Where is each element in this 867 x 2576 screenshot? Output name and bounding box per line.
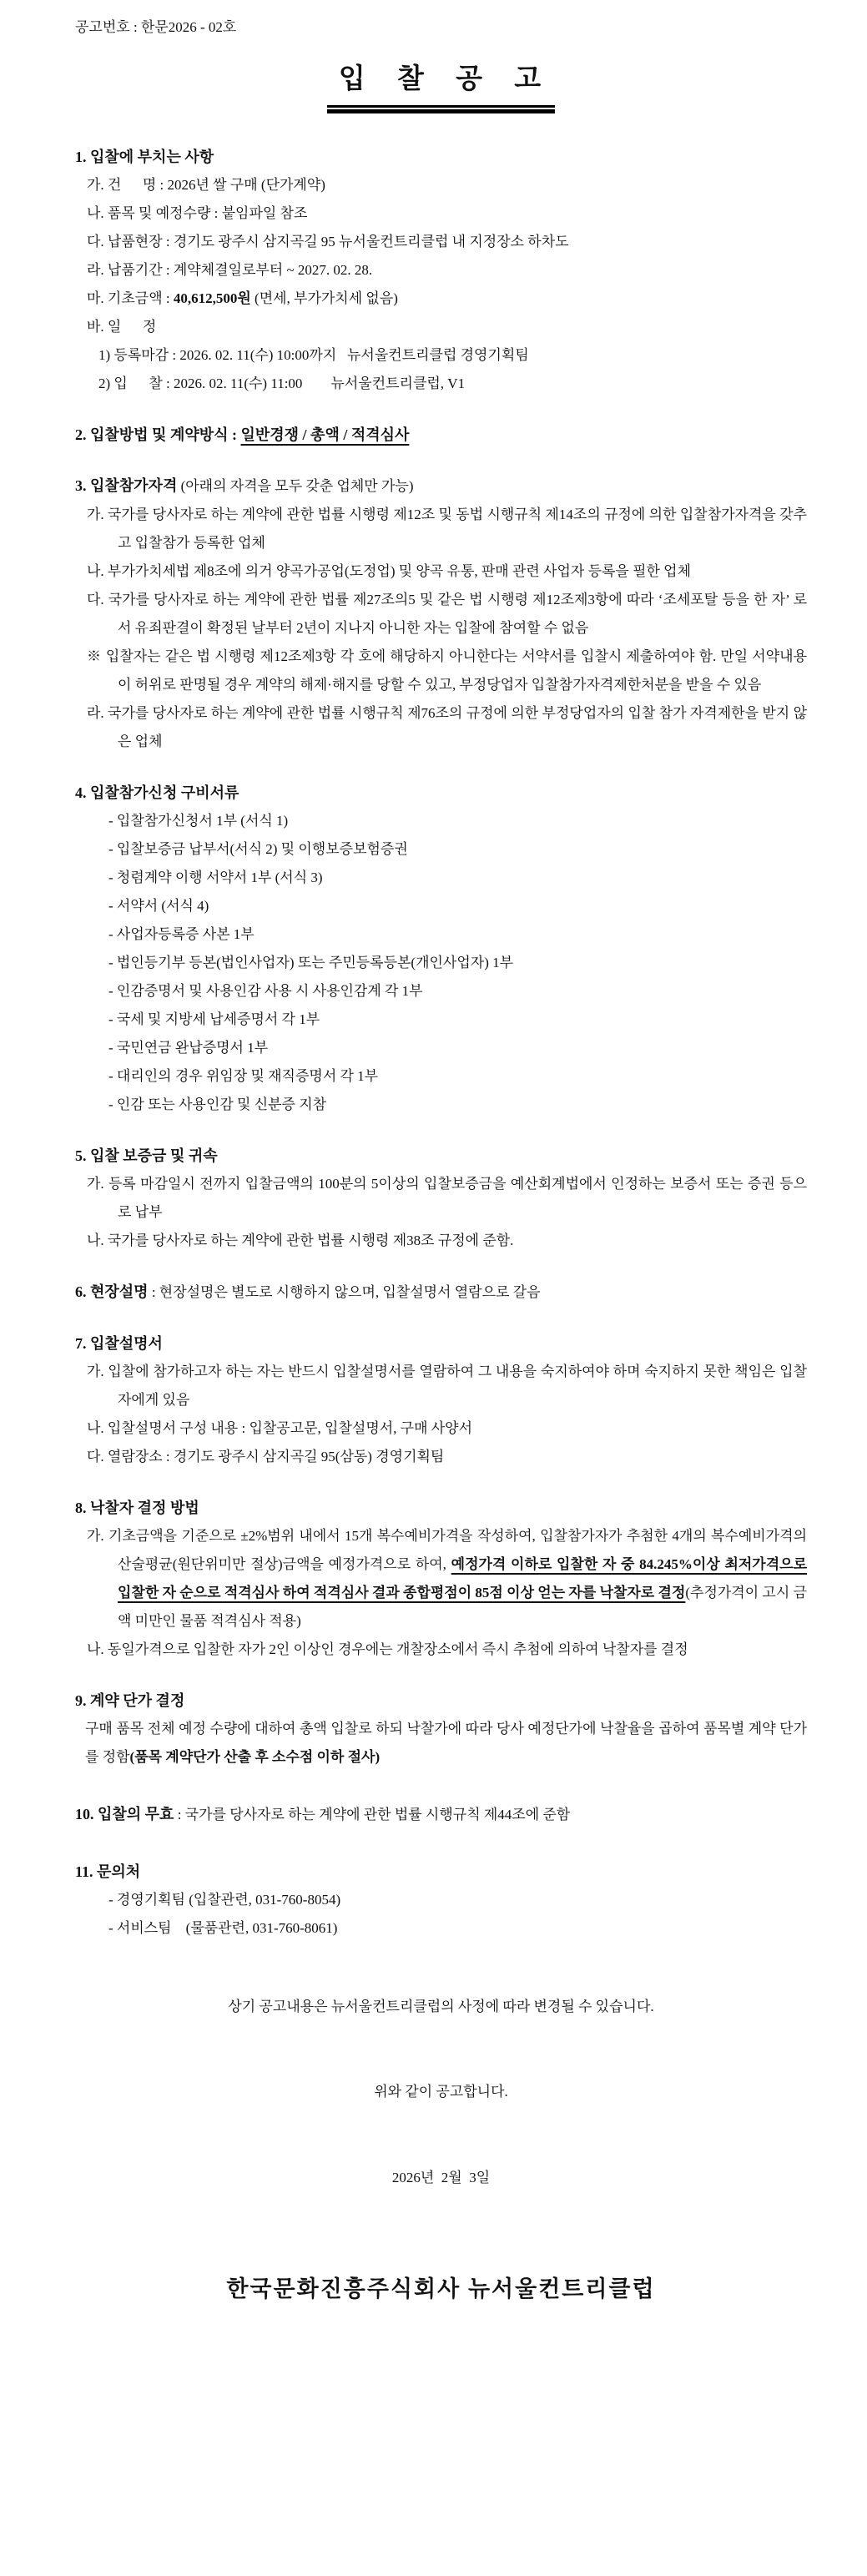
- manual-item-na: 나. 입찰설명서 구성 내용 : 입찰공고문, 입찰설명서, 구매 사양서: [87, 1420, 473, 1436]
- announcement-date: 2026년 2월 3일: [391, 2170, 491, 2185]
- closing-change-note: 상기 공고내용은 뉴서울컨트리클럽의 사정에 따라 변경될 수 있습니다.: [228, 1999, 654, 2014]
- section-site-briefing: [75, 1278, 807, 1307]
- item-project-name: 가. 건 명 : 2026년 쌀 구매 (단가계약): [87, 177, 325, 193]
- item-product-quantity: 나. 품목 및 예정수량 : 붙임파일 참조: [87, 205, 308, 221]
- item-base-amount: [87, 285, 807, 313]
- document-item: - 청렴계약 이행 서약서 1부 (서식 3): [108, 870, 323, 885]
- issuing-organization: 한국문화진흥주식회사 뉴서울컨트리클럽: [226, 2276, 656, 2301]
- section-winner-decision: [75, 1494, 807, 1664]
- section-10-heading-strong: 10. 입찰의 무효: [75, 1806, 174, 1822]
- section-10-rest: : 국가를 당사자로 하는 계약에 관한 법률 시행규칙 제44조에 준함: [174, 1807, 571, 1822]
- closing-announcement: 위와 같이 공고합니다.: [374, 2084, 508, 2100]
- winner-decision-item-na: 나. 동일가격으로 입찰한 자가 2인 이상인 경우에는 개찰장소에서 즉시 추첨에 의하여 낙찰자를 결정: [87, 1641, 688, 1657]
- winner-decision-strong: 예정가격 이하로 입찰한 자 중 84.245%이상 최저가격으로 입찰한 자 순으로 적격심사 하여 적격심사 결과 종합평점이 85점 이상 얻는 자를 낙찰자로 결정: [118, 1556, 807, 1601]
- section-6-rest: : 현장설명은 별도로 시행하지 않으며, 입찰설명서 열람으로 갈음: [148, 1284, 541, 1300]
- deposit-item-na: 나. 국가를 당사자로 하는 계약에 관한 법률 시행령 제38조 규정에 준함.: [87, 1233, 514, 1248]
- item-delivery-site: 다. 납품현장 : 경기도 광주시 삼지곡길 95 뉴서울컨트리클럽 내 지정장소 하차도: [87, 234, 569, 250]
- item-schedule-label: 바. 일 정: [87, 319, 157, 335]
- qualification-item-ra: 라. 국가를 당사자로 하는 계약에 관한 법률 시행규칙 제76조의 규정에 의한 부정당업자의 입찰 참가 자격제한을 받지 않은 업체: [87, 705, 807, 749]
- section-6-line: [75, 1278, 807, 1307]
- winner-decision-pre: 가. 기초금액을 기준으로 ±2%범위 내에서 15개 복수예비가격을 작성하여, 입찰참가자가 추첨한 4개의 복수예비가격의 산술평균(원단위미만 절상)금액을 예정가격으로 하여,: [87, 1528, 807, 1572]
- manual-item-ga: 가. 입찰에 참가하고자 하는 자는 반드시 입찰설명서를 열람하여 그 내용을 숙지하여야 하며 숙지하지 못한 책임은 입찰자에게 있음: [87, 1364, 807, 1408]
- section-bid-method: [75, 421, 807, 449]
- notice-number: 공고번호 : 한문2026 - 02호: [75, 19, 237, 35]
- document-item: - 서약서 (서식 4): [108, 898, 209, 914]
- section-10-line: [75, 1800, 807, 1829]
- winner-decision-item-ga: [87, 1522, 807, 1636]
- section-8-heading: 8. 낙찰자 결정 방법: [75, 1500, 199, 1516]
- qualification-item-da: 다. 국가를 당사자로 하는 계약에 관한 법률 제27조의5 및 같은 법 시행령 제12조제3항에 따라 ‘조세포탈 등을 한 자’ 로서 유죄판결이 확정된 날부터 2년이 지나지 아니한 자는 입찰에 참여할 수 없음: [87, 592, 807, 636]
- document-item: - 대리인의 경우 위임장 및 재직증명서 각 1부: [108, 1068, 379, 1084]
- document-item: - 사업자등록증 사본 1부: [108, 926, 255, 942]
- schedule-bid-opening: 2) 입 찰 : 2026. 02. 11(수) 11:00 뉴서울컨트리클럽, V1: [98, 376, 466, 391]
- contact-planning-team: - 경영기획팀 (입찰관련, 031-760-8054): [108, 1892, 341, 1908]
- section-3-heading-strong: 3. 입찰참가자격: [75, 477, 178, 494]
- contract-unit-price-pre: 구매 품목 전체 예정 수량에 대하여 총액 입찰로 하되 낙찰가에 따라 당사 예정단가에 낙찰율을 곱하여 품목별 계약 단가를 정함: [85, 1721, 807, 1765]
- section-bid-deposit: [75, 1142, 807, 1255]
- qualification-note: ※ 입찰자는 같은 법 시행령 제12조제3항 각 호에 해당하지 아니한다는 서약서를 입찰시 제출하여야 함. 만일 서약내용이 허위로 판명될 경우 계약의 해제·해지를 당할 수 있고, 부정당업자 입찰참가자격제한처분을 받을 수 있음: [87, 648, 807, 693]
- section-qualification: [75, 471, 807, 756]
- document-item: - 국민연금 완납증명서 1부: [108, 1040, 269, 1056]
- section-1-heading: 1. 입찰에 부치는 사항: [75, 149, 214, 165]
- section-9-heading: 9. 계약 단가 결정: [75, 1692, 185, 1709]
- schedule-registration-deadline: 1) 등록마감 : 2026. 02. 11(수) 10:00까지 뉴서울컨트리클럽 경영기획팀: [98, 347, 529, 363]
- section-contract-unit-price: [75, 1686, 807, 1772]
- section-2-heading: [75, 421, 807, 449]
- winner-decision-post: (추정가격이 고시 금액 미만인 물품 적격심사 적용): [118, 1585, 807, 1629]
- deposit-item-ga: 가. 등록 마감일시 전까지 입찰금액의 100분의 5이상의 입찰보증금을 예산회계법에서 인정하는 보증서 또는 증권 등으로 납부: [87, 1176, 807, 1220]
- base-amount-note: (면세, 부가가치세 없음): [250, 290, 398, 306]
- document-title: 입 찰 공 고: [327, 60, 555, 108]
- document-item: - 입찰참가신청서 1부 (서식 1): [108, 813, 289, 829]
- qualification-item-na: 나. 부가가치세법 제8조에 의거 양곡가공업(도정업) 및 양곡 유통, 판매 관련 사업자 등록을 필한 업체: [87, 563, 692, 579]
- item-delivery-period: 라. 납품기간 : 계약체결일로부터 ~ 2027. 02. 28.: [87, 262, 373, 278]
- section-6-heading-strong: 6. 현장설명: [75, 1283, 149, 1300]
- bid-method-value: 일반경쟁 / 총액 / 적격심사: [240, 426, 410, 443]
- document-item: - 국세 및 지방세 납세증명서 각 1부: [108, 1011, 320, 1027]
- manual-item-da: 다. 열람장소 : 경기도 광주시 삼지곡길 95(삼동) 경영기획팀: [87, 1449, 445, 1464]
- document-item: - 법인등기부 등본(법인사업자) 또는 주민등록등본(개인사업자) 1부: [108, 955, 514, 970]
- section-4-heading: 4. 입찰참가신청 구비서류: [75, 784, 239, 801]
- section-7-heading: 7. 입찰설명서: [75, 1335, 163, 1352]
- section-bid-items: [75, 143, 807, 398]
- base-amount-label: 마. 기초금액 :: [87, 290, 174, 306]
- document-item: - 입찰보증금 납부서(서식 2) 및 이행보증보험증권: [108, 841, 408, 857]
- bid-method-label: 2. 입찰방법 및 계약방식 :: [75, 426, 241, 443]
- section-3-heading-rest: (아래의 자격을 모두 갖춘 업체만 가능): [177, 478, 414, 494]
- section-11-heading: 11. 문의처: [75, 1863, 141, 1880]
- section-bid-manual: [75, 1329, 807, 1471]
- qualification-item-ga: 가. 국가를 당사자로 하는 계약에 관한 법률 시행령 제12조 및 동법 시행규칙 제14조의 규정에 의한 입찰참가자격을 갖추고 입찰참가 등록한 업체: [87, 507, 807, 551]
- contact-service-team: - 서비스팀 (물품관련, 031-760-8061): [108, 1920, 338, 1936]
- contract-unit-price-body: [85, 1715, 807, 1772]
- document-item: - 인감증명서 및 사용인감 사용 시 사용인감계 각 1부: [108, 983, 423, 999]
- section-3-heading: [75, 471, 807, 501]
- section-contact: [75, 1858, 807, 1943]
- section-required-documents: [75, 779, 807, 1119]
- section-invalid-bid: [75, 1800, 807, 1829]
- contract-unit-price-strong: (품목 계약단가 산출 후 소수점 이하 절사): [129, 1749, 381, 1765]
- document-title-wrap: [75, 60, 807, 108]
- base-amount-value: 40,612,500원: [173, 290, 251, 306]
- document-item: - 인감 또는 사용인감 및 신분증 지참: [108, 1096, 327, 1112]
- section-5-heading: 5. 입찰 보증금 및 귀속: [75, 1147, 218, 1164]
